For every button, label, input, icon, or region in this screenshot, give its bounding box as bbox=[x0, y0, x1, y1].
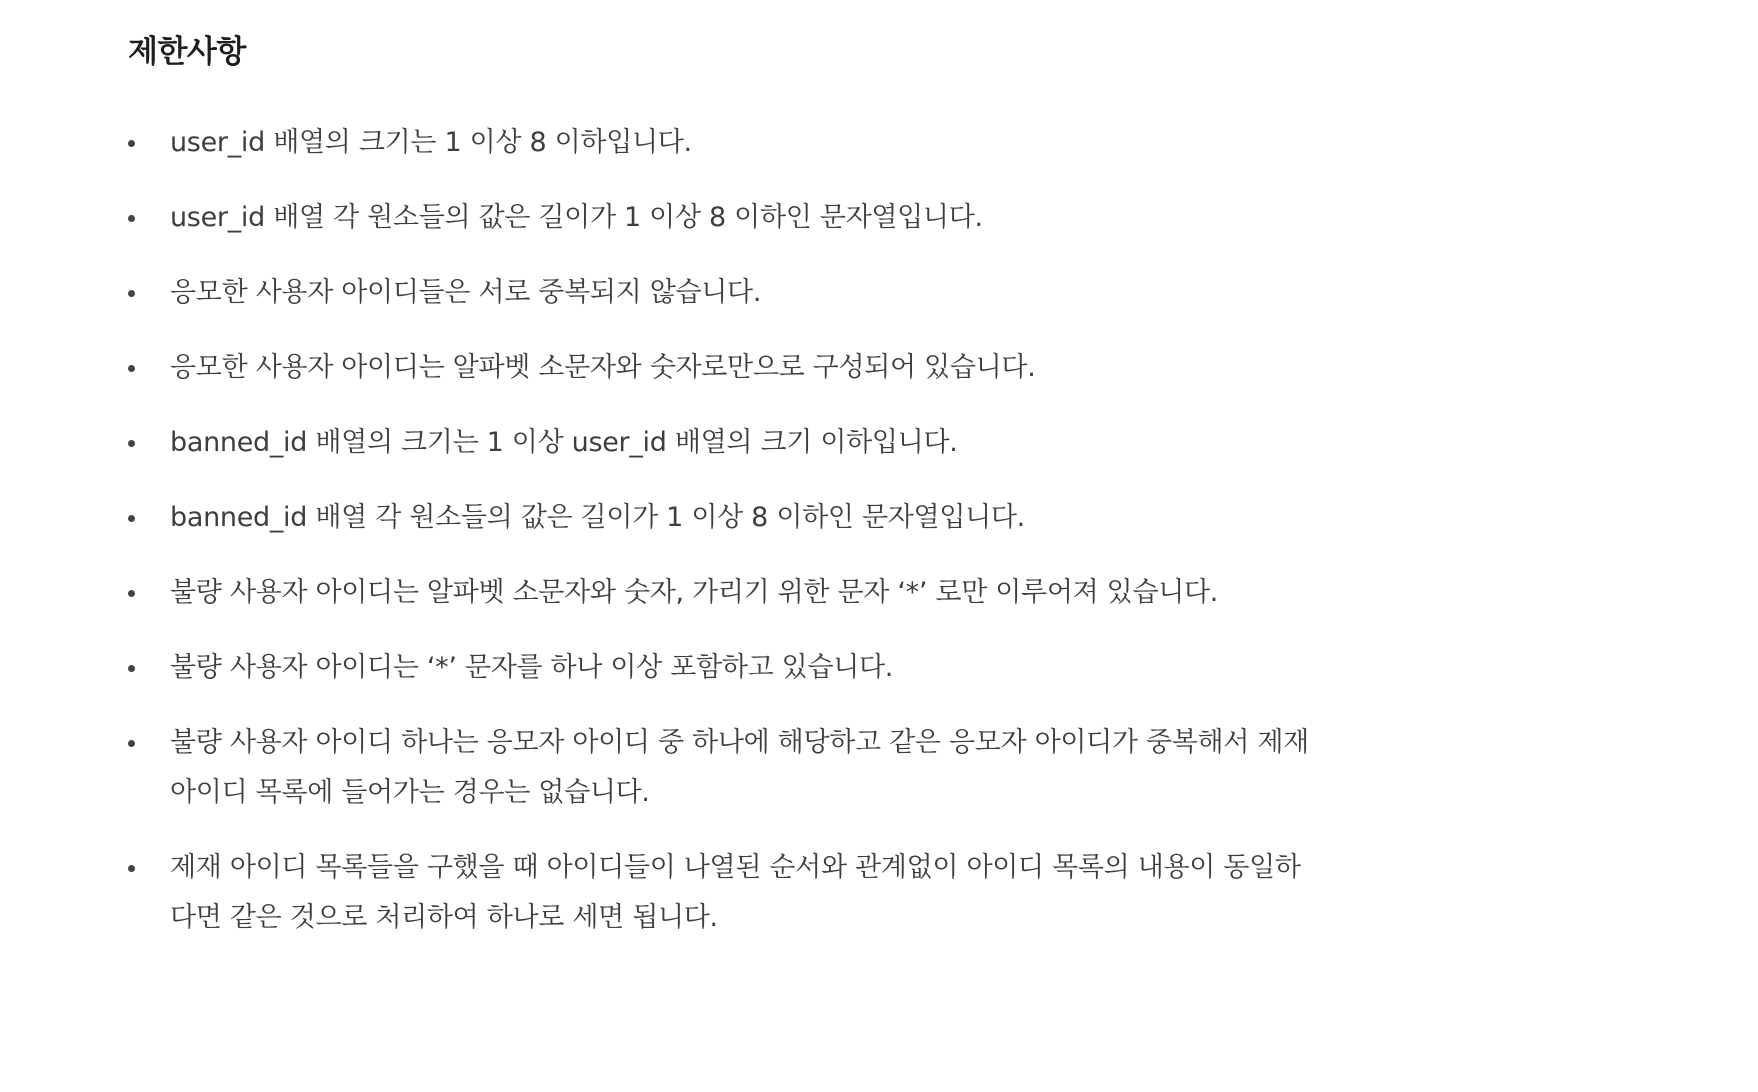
list-item-text: 제재 아이디 목록들을 구했을 때 아이디들이 나열된 순서와 관계없이 아이디 목록의 내용이 동일하다면 같은 것으로 처리하여 하나로 세면 됩니다. bbox=[170, 852, 1301, 933]
list-item-text: banned_id 배열의 크기는 1 이상 user_id 배열의 크기 이하입니다. bbox=[170, 427, 958, 458]
bullet-icon bbox=[128, 140, 135, 147]
list-item bbox=[128, 718, 1310, 818]
list-item-text: user_id 배열 각 원소들의 값은 길이가 1 이상 8 이하인 문자열입니다. bbox=[170, 202, 983, 233]
list-item-text: user_id 배열의 크기는 1 이상 8 이하입니다. bbox=[170, 127, 692, 158]
list-item-text: 불량 사용자 아이디 하나는 응모자 아이디 중 하나에 해당하고 같은 응모자 아이디가 중복해서 제재 아이디 목록에 들어가는 경우는 없습니다. bbox=[170, 727, 1309, 808]
bullet-icon bbox=[128, 440, 135, 447]
list-item bbox=[128, 268, 1528, 318]
list-item bbox=[128, 493, 1528, 543]
section-title: 제한사항 bbox=[128, 34, 246, 70]
bullet-icon bbox=[128, 290, 135, 297]
bullet-icon bbox=[128, 215, 135, 222]
list-item bbox=[128, 568, 1528, 618]
list-item-text: 불량 사용자 아이디는 ‘*’ 문자를 하나 이상 포함하고 있습니다. bbox=[170, 652, 894, 683]
list-item-text: 불량 사용자 아이디는 알파벳 소문자와 숫자, 가리기 위한 문자 ‘*’ 로만 이루어져 있습니다. bbox=[170, 577, 1219, 608]
list-item bbox=[128, 643, 1528, 693]
list-item bbox=[128, 118, 1528, 168]
restrictions-section bbox=[128, 22, 1528, 933]
bullet-icon bbox=[128, 590, 135, 597]
bullet-icon bbox=[128, 740, 135, 747]
bullet-icon bbox=[128, 515, 135, 522]
list-item-text: 응모한 사용자 아이디들은 서로 중복되지 않습니다. bbox=[170, 277, 762, 308]
list-item-text: banned_id 배열 각 원소들의 값은 길이가 1 이상 8 이하인 문자열입니다. bbox=[170, 502, 1025, 533]
restrictions-list bbox=[128, 118, 1528, 968]
list-item bbox=[128, 193, 1528, 243]
list-item bbox=[128, 343, 1528, 393]
list-item-text: 응모한 사용자 아이디는 알파벳 소문자와 숫자로만으로 구성되어 있습니다. bbox=[170, 352, 1036, 383]
bullet-icon bbox=[128, 665, 135, 672]
list-item bbox=[128, 418, 1528, 468]
bullet-icon bbox=[128, 365, 135, 372]
bullet-icon bbox=[128, 865, 135, 872]
list-item bbox=[128, 843, 1310, 943]
